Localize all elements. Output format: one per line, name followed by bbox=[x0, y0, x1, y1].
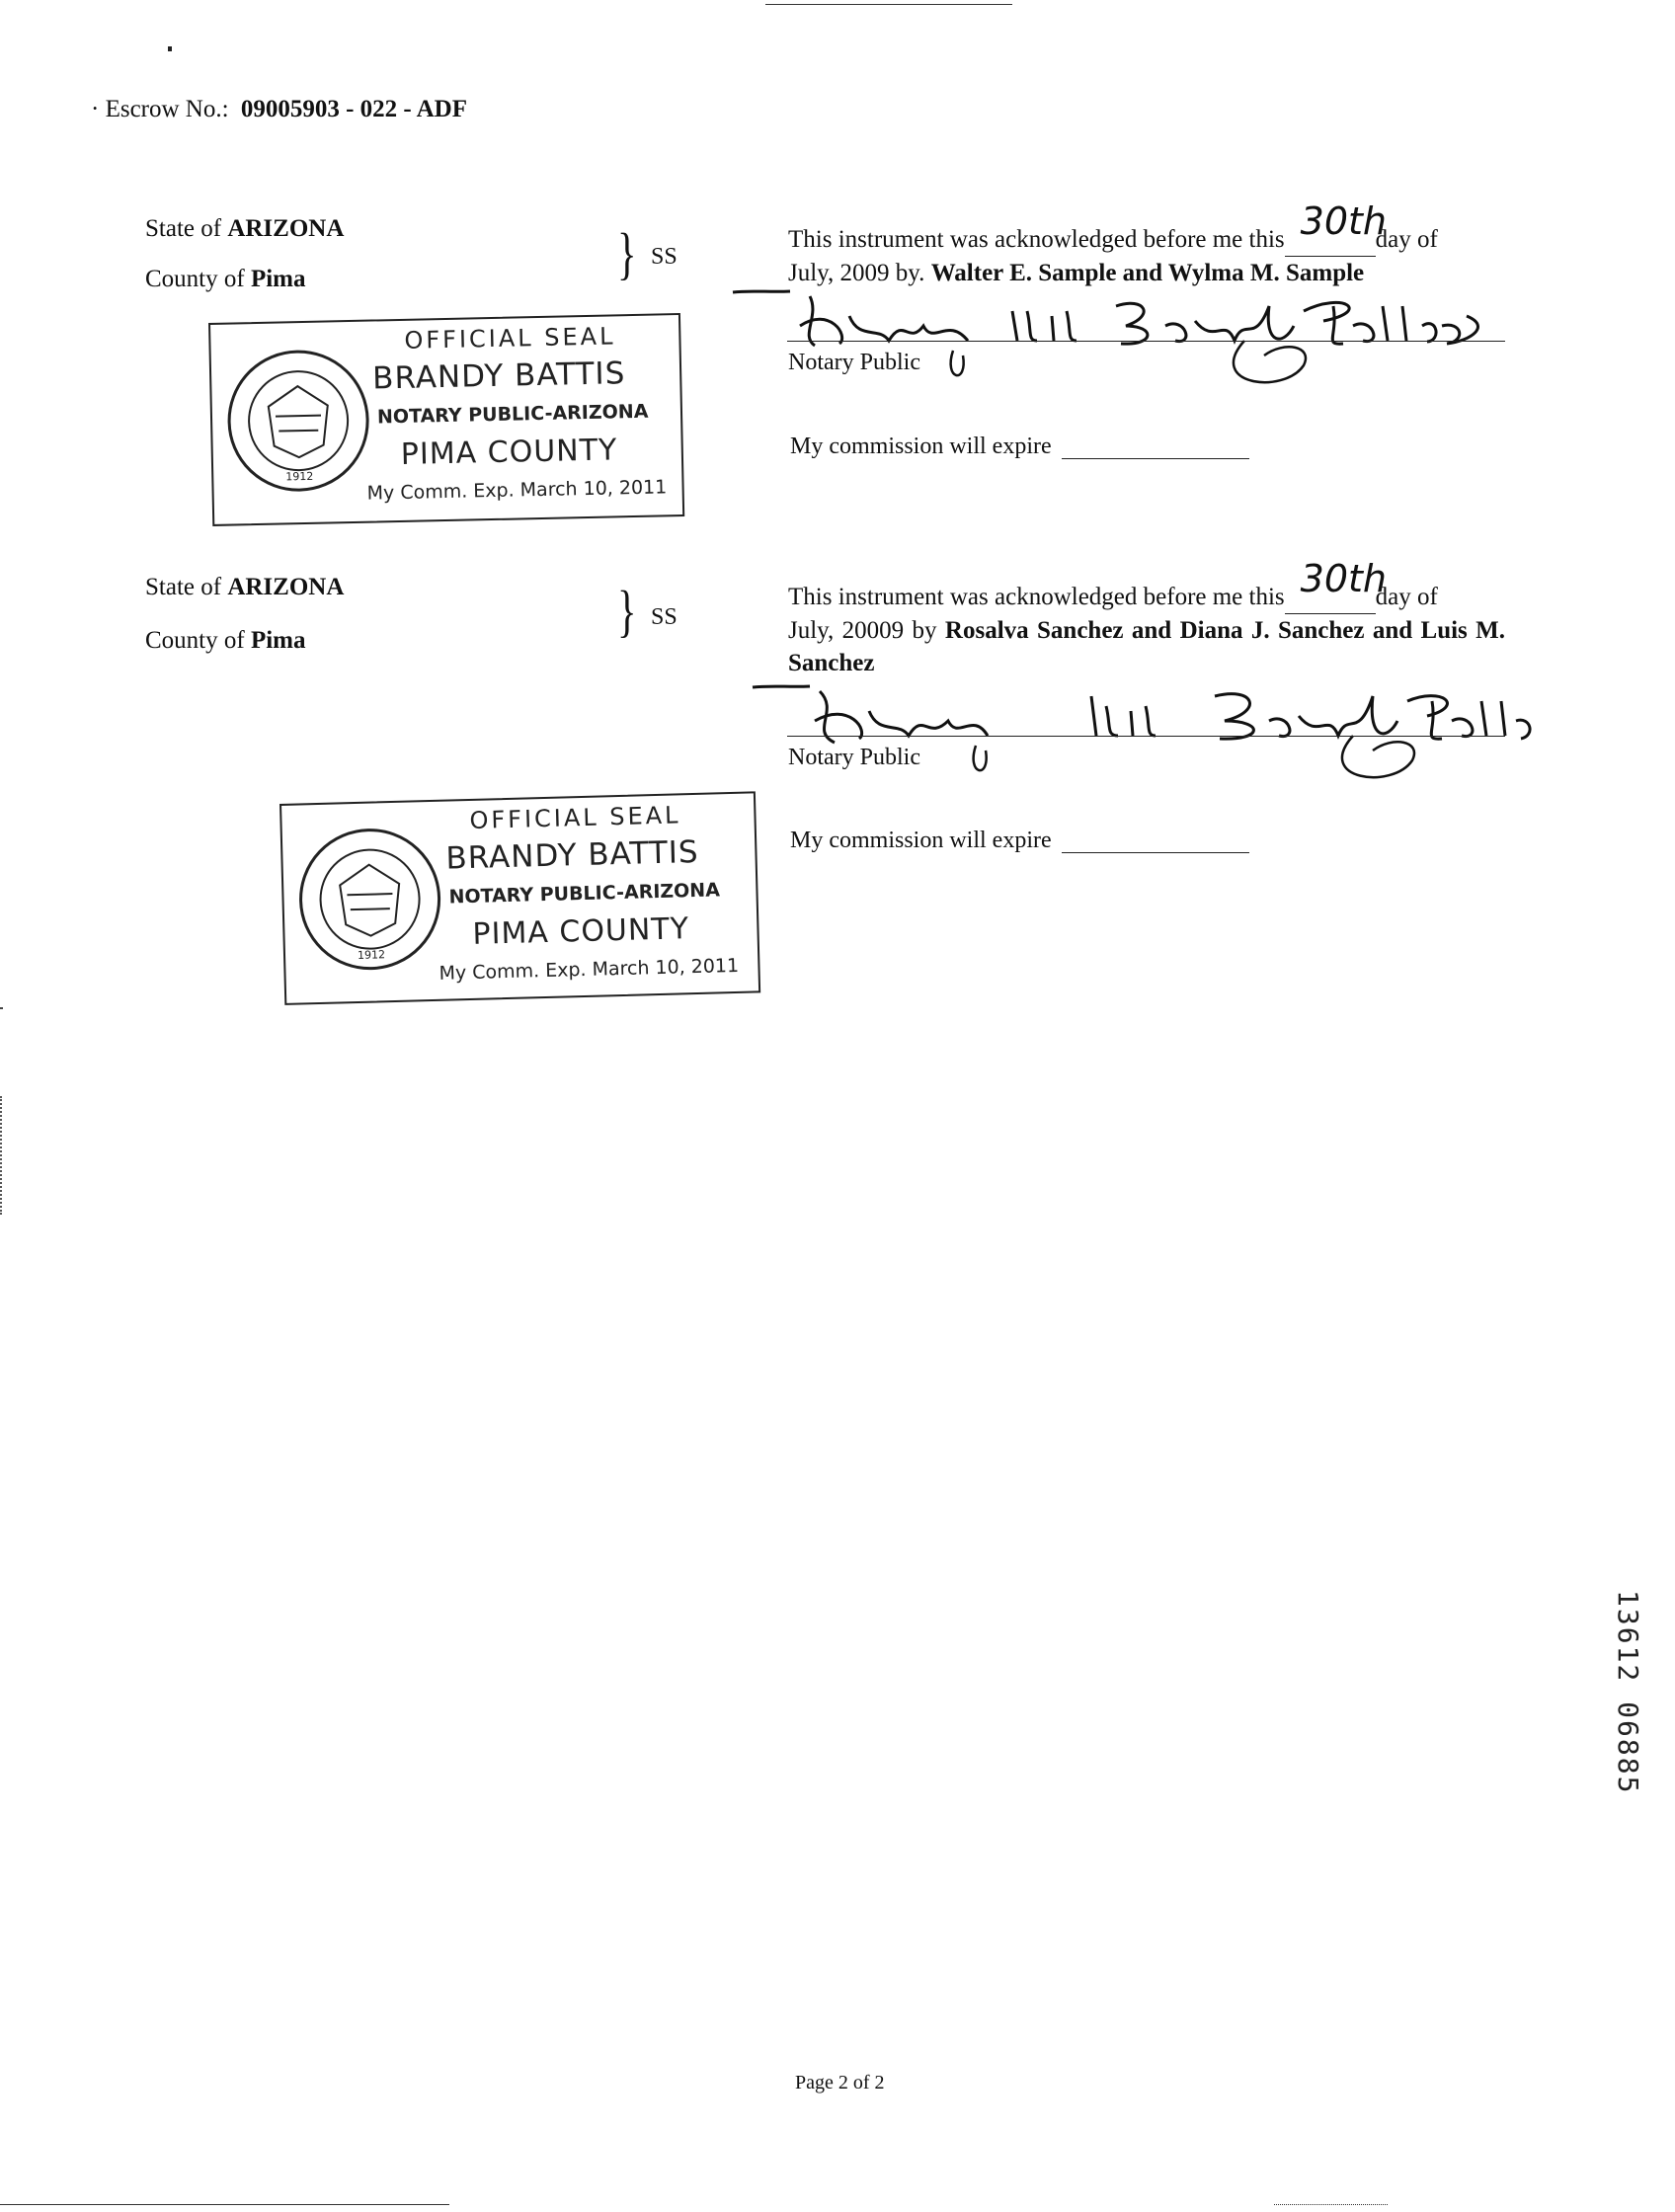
state-value: ARIZONA bbox=[227, 574, 345, 600]
state-line-1 bbox=[145, 216, 344, 241]
notary-public-label-2: Notary Public bbox=[788, 745, 920, 770]
signer-names: Walter E. Sample and Wylma M. Sample bbox=[930, 260, 1365, 286]
commission-label: My commission will expire bbox=[790, 828, 1052, 853]
scan-edge-mark bbox=[0, 1007, 3, 1009]
brace-2: } bbox=[617, 579, 637, 643]
county-label: County of bbox=[145, 627, 245, 654]
seal-line-expiry: My Comm. Exp. March 10, 2011 bbox=[439, 954, 740, 985]
handwritten-day: 30th bbox=[1300, 557, 1387, 600]
state-seal-emblem bbox=[294, 824, 446, 976]
seal-year: 1912 bbox=[357, 948, 386, 962]
county-label: County of bbox=[145, 266, 245, 292]
escrow-header bbox=[91, 97, 467, 121]
ack-text-3: July, 2009 by. bbox=[788, 260, 925, 286]
notary-public-label-1: Notary Public bbox=[788, 350, 920, 375]
ss-label-1: SS bbox=[651, 244, 678, 270]
signature-line-2 bbox=[787, 736, 1505, 737]
ack-text-2: day of bbox=[1375, 584, 1438, 610]
state-seal-emblem bbox=[223, 346, 374, 497]
official-seal-1 bbox=[208, 313, 684, 526]
seal-line-county: PIMA COUNTY bbox=[472, 911, 690, 952]
ack-text-3: July, 20009 by bbox=[788, 617, 937, 644]
seal-line-title: NOTARY PUBLIC-ARIZONA bbox=[376, 400, 649, 429]
ack-text: This instrument was acknowledged before me this bbox=[788, 584, 1285, 610]
seal-line-county: PIMA COUNTY bbox=[400, 433, 618, 472]
bottom-rule-left bbox=[0, 2204, 449, 2205]
commission-blank bbox=[1062, 829, 1249, 853]
commission-label: My commission will expire bbox=[790, 434, 1052, 459]
seal-line-official: OFFICIAL SEAL bbox=[404, 322, 616, 355]
state-label: State of bbox=[145, 215, 222, 242]
bottom-rule-right bbox=[1274, 2204, 1388, 2205]
scan-edge-mark bbox=[0, 1096, 5, 1215]
ack-text: This instrument was acknowledged before me this bbox=[788, 226, 1285, 253]
scan-mark bbox=[168, 46, 172, 51]
escrow-number: 09005903 - 022 - ADF bbox=[240, 96, 467, 122]
page-number: Page 2 of 2 bbox=[795, 2072, 885, 2094]
handwritten-day: 30th bbox=[1300, 199, 1387, 243]
seal-line-official: OFFICIAL SEAL bbox=[469, 801, 681, 834]
top-rule bbox=[765, 4, 1012, 5]
signature-line-1 bbox=[787, 341, 1505, 342]
county-value: Pima bbox=[250, 266, 306, 292]
county-line-1 bbox=[145, 267, 306, 291]
county-line-2 bbox=[145, 628, 306, 653]
seal-year: 1912 bbox=[285, 469, 314, 484]
seal-line-name: BRANDY BATTIS bbox=[445, 833, 700, 877]
ack-text-2: day of bbox=[1375, 226, 1438, 253]
commission-line-1 bbox=[790, 434, 1249, 459]
state-line-2 bbox=[145, 575, 344, 599]
state-label: State of bbox=[145, 574, 222, 600]
commission-blank bbox=[1062, 434, 1249, 459]
brace-1: } bbox=[617, 221, 637, 285]
signer-names: Rosalva Sanchez and Diana J. Sanchez and Luis M. Sanchez bbox=[788, 617, 1505, 676]
county-value: Pima bbox=[250, 627, 306, 654]
acknowledgment-1 bbox=[788, 199, 1505, 289]
state-value: ARIZONA bbox=[227, 215, 345, 242]
ss-label-2: SS bbox=[651, 604, 678, 630]
side-document-number: 13612 06885 bbox=[1612, 1590, 1644, 1795]
bullet-mark: · bbox=[91, 96, 100, 122]
commission-line-2 bbox=[790, 829, 1249, 853]
escrow-label: Escrow No.: bbox=[105, 96, 229, 122]
acknowledgment-2 bbox=[788, 557, 1505, 679]
official-seal-2 bbox=[279, 791, 760, 1005]
seal-line-name: BRANDY BATTIS bbox=[371, 356, 626, 397]
seal-line-title: NOTARY PUBLIC-ARIZONA bbox=[448, 879, 721, 908]
seal-line-expiry: My Comm. Exp. March 10, 2011 bbox=[366, 476, 668, 505]
